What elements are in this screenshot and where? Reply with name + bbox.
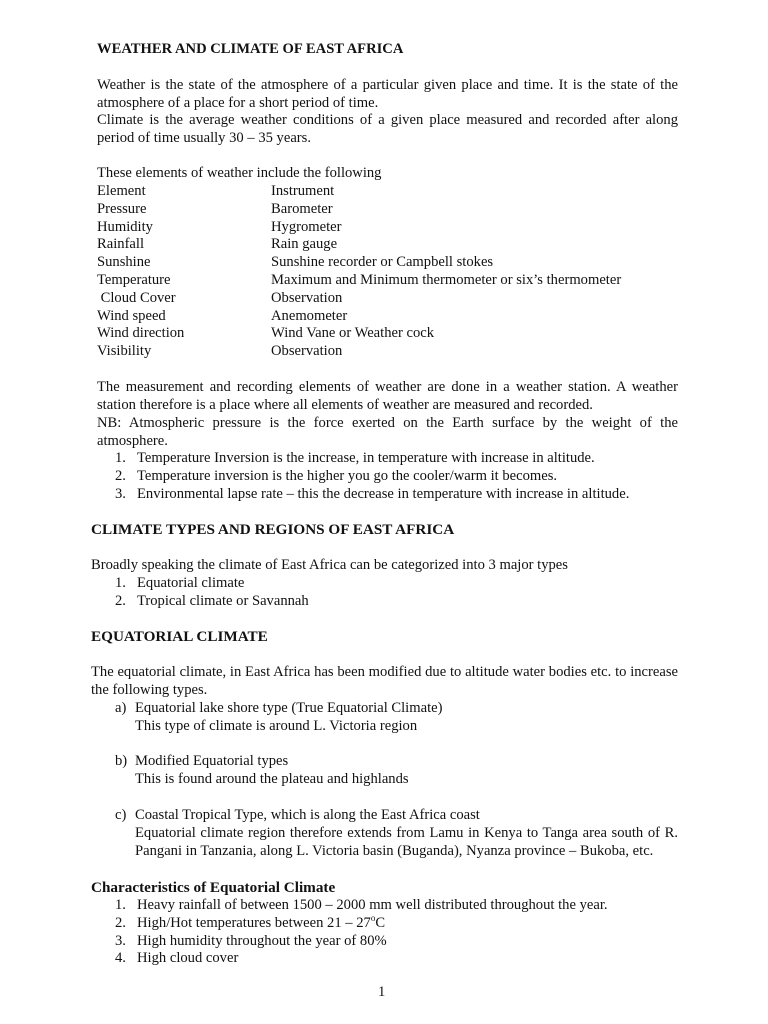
list-item-detail: This is found around the plateau and highlands (135, 771, 409, 787)
element-cell: Wind speed (97, 308, 166, 324)
weather-station-paragraph: The measurement and recording elements of weather are done in a weather station. A weather station therefore is a place where all elements of weather are measured and recorded. (97, 379, 678, 413)
element-cell: Cloud Cover (97, 290, 176, 306)
table-header-instrument: Instrument (271, 183, 335, 199)
page-title: WEATHER AND CLIMATE OF EAST AFRICA (97, 41, 404, 57)
elements-intro: These elements of weather include the following (97, 165, 382, 181)
page-number: 1 (378, 984, 386, 1000)
weather-definition: Weather is the state of the atmosphere of a particular given place and time. It is the state of the atmosphere of a place for a short period of time. (97, 77, 678, 111)
element-cell: Wind direction (97, 325, 185, 341)
element-cell: Pressure (97, 201, 147, 217)
instrument-cell: Anemometer (271, 308, 348, 324)
element-cell: Visibility (97, 343, 152, 359)
element-cell: Sunshine (97, 254, 151, 270)
element-cell: Humidity (97, 219, 153, 235)
instrument-cell: Rain gauge (271, 236, 338, 252)
instrument-cell: Wind Vane or Weather cock (271, 325, 435, 341)
climate-types-intro: Broadly speaking the climate of East Africa can be categorized into 3 major types (91, 557, 568, 573)
instrument-cell: Sunshine recorder or Campbell stokes (271, 254, 494, 270)
instrument-cell: Observation (271, 343, 343, 359)
instrument-cell: Hygrometer (271, 219, 342, 235)
instrument-cell: Observation (271, 290, 343, 306)
element-cell: Rainfall (97, 236, 145, 252)
climate-definition: Climate is the average weather conditions of a given place measured and recorded after along period of time usually 30 – 35 years. (97, 112, 678, 146)
equatorial-heading: EQUATORIAL CLIMATE (91, 628, 268, 645)
list-item-detail: Equatorial climate region therefore extends from Lamu in Kenya to Tanga area south of R. Pangani in Tanzania, along L. Victoria basin (Buganda), Nyanza province – Bukoba, etc. (135, 825, 678, 859)
list-item-detail: This type of climate is around L. Victoria region (135, 718, 418, 734)
table-header-element: Element (97, 183, 146, 199)
element-cell: Temperature (97, 272, 171, 288)
nb-paragraph: NB: Atmospheric pressure is the force exerted on the Earth surface by the weight of the atmosphere. (97, 415, 678, 449)
instrument-cell: Maximum and Minimum thermometer or six’s thermometer (271, 272, 622, 288)
instrument-cell: Barometer (271, 201, 333, 217)
climate-types-heading: CLIMATE TYPES AND REGIONS OF EAST AFRICA (91, 521, 455, 538)
characteristics-heading: Characteristics of Equatorial Climate (91, 879, 336, 896)
document-page: WEATHER AND CLIMATE OF EAST AFRICA Weather is the state of the atmosphere of a particular given place and time. It is the state of the atmosphere of a place for a short period of time. Climate is the average weather conditions of a given place measured and recorded after along period of time usually 30 – 35 years. These elements of weather include the following Element Instrument Pressure Barometer Humidity Hygrometer Rainfall Rain gauge Sunshine Sunshine recorder or Campbell stokes Temperature Maximum and Minimum thermometer or six’s thermometer Cloud Cover Observation Wind speed Anemometer Wind direction Wind Vane or Weather cock Visibility Observation The measurement and recording elements of weather are done in a weather station. A weather station therefore is a place where all elements of weather are measured and recorded. NB: Atmospheric pressure is the force exerted on the Earth surface by the weight of the atmosphere. 1. Temperature Inversion is the increase, in temperature with increase in altitude. 2. Temperature inversion is the higher you go the cooler/warm it becomes. 3. Environmental lapse rate – this the decrease in temperature with increase in altitude. CLIMATE TYPES AND REGIONS OF EAST AFRICA Broadly speaking the climate of East Africa can be categorized into 3 major types 1. Equatorial climate 2. Tropical climate or Savannah EQUATORIAL CLIMATE The equatorial climate, in East Africa has been modified due to altitude water bodies etc. to increase the following types. a) Equatorial lake shore type (True Equatorial Climate) This type of climate is around L. Victoria region b) Modified Equatorial types This is found around the plateau and highlands c) Coastal Tropical Type, which is along the East Africa coast Equatorial climate region therefore extends from Lamu in Kenya to Tanga area south of R. Pangani in Tanzania, along L. Victoria basin (Buganda), Nyanza province – Bukoba, etc. Characteristics of Equatorial Climate 1. Heavy rainfall of between 1500 – 2000 mm well distributed throughout the year. 2. High/Hot temperatures between 21 – 27$^o$C 3. High humidity throughout the year of 80% 4. High cloud cover 1 (91, 41, 678, 1000)
equatorial-intro: The equatorial climate, in East Africa has been modified due to altitude water bodies etc. to increase the following types. (91, 664, 678, 698)
